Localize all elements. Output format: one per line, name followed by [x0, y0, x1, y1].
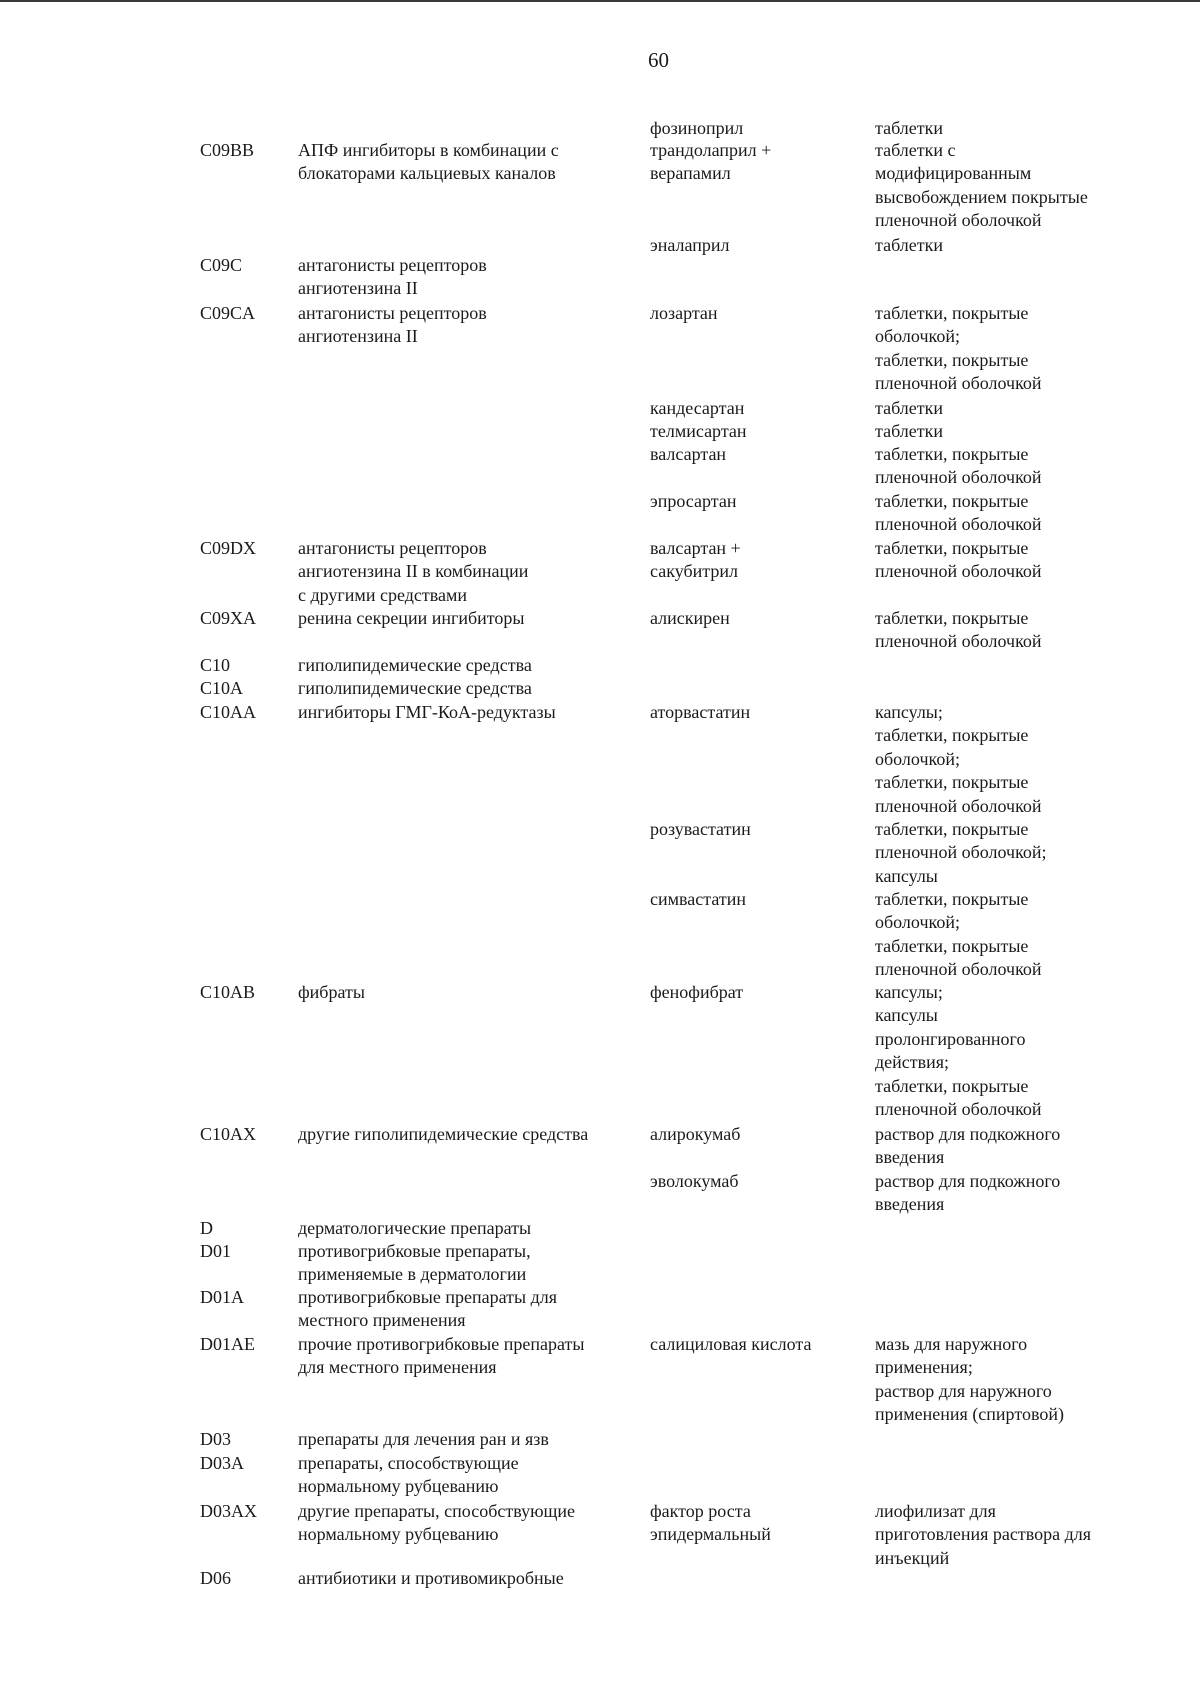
drug-name-line: салициловая кислота — [650, 1334, 812, 1354]
drug-name-line: телмисартан — [650, 421, 747, 441]
drug-name-line: валсартан + — [650, 538, 741, 558]
group-name-line: для местного применения — [298, 1357, 497, 1378]
dosage-form-line: таблетки — [875, 118, 944, 138]
group-name — [298, 607, 525, 630]
dosage-form-line: приготовления раствора для — [875, 1524, 1091, 1545]
atc-code-line: C09DX — [200, 538, 257, 558]
dosage-form-line: таблетки, покрытые — [875, 303, 1029, 323]
group-name-line: АПФ ингибиторы в комбинации с — [298, 140, 559, 160]
group-name — [298, 139, 559, 186]
drug-name — [650, 1500, 771, 1547]
atc-code — [200, 677, 243, 700]
drug-name-line: фенофибрат — [650, 982, 744, 1002]
atc-code — [200, 302, 255, 325]
dosage-form-line: таблетки — [875, 235, 944, 255]
dosage-form-line: капсулы — [875, 1005, 938, 1026]
dosage-form-line: инъекций — [875, 1547, 950, 1568]
dosage-form — [875, 1170, 1060, 1217]
dosage-form-line: таблетки, покрытые — [875, 889, 1029, 909]
dosage-form-line: модифицированным — [875, 163, 1032, 184]
drug-name-line: валсартан — [650, 444, 727, 464]
atc-code — [200, 1123, 256, 1146]
group-name-line: антибиотики и противомикробные — [298, 1568, 564, 1588]
group-name-line: с другими средствами — [298, 584, 467, 605]
drug-name-line: алискирен — [650, 608, 730, 628]
group-name-line: ренина секреции ингибиторы — [298, 608, 525, 628]
dosage-form — [875, 117, 943, 140]
atc-code — [200, 654, 230, 677]
drug-name-line: эволокумаб — [650, 1171, 739, 1191]
dosage-form-line: таблетки, покрытые — [875, 725, 1029, 746]
dosage-form-line: пленочной оболочкой — [875, 1099, 1042, 1120]
dosage-form-line: мазь для наружного — [875, 1334, 1028, 1354]
dosage-form — [875, 1123, 1060, 1170]
drug-name — [650, 537, 741, 584]
group-name — [298, 1333, 584, 1380]
dosage-form-line: пленочной оболочкой — [875, 514, 1042, 535]
drug-name — [650, 443, 726, 466]
group-name — [298, 254, 487, 301]
drug-name — [650, 701, 750, 724]
drug-name — [650, 302, 718, 325]
dosage-form-line: таблетки, покрытые — [875, 444, 1029, 464]
dosage-form-line: пролонгированного — [875, 1028, 1026, 1049]
drug-name-line: кандесартан — [650, 398, 745, 418]
drug-name-line: фактор роста — [650, 1501, 751, 1521]
dosage-form-line: пленочной оболочкой — [875, 467, 1042, 488]
dosage-form-line: таблетки, покрытые — [875, 819, 1029, 839]
dosage-form-line: применения; — [875, 1357, 973, 1378]
group-name — [298, 677, 532, 700]
group-name-line: местного применения — [298, 1310, 466, 1331]
dosage-form-line: таблетки, покрытые — [875, 349, 1029, 370]
dosage-form-line: введения — [875, 1194, 945, 1215]
atc-code — [200, 701, 256, 724]
dosage-form-line: раствор для подкожного — [875, 1124, 1061, 1144]
group-name-line: другие гиполипидемические средства — [298, 1124, 589, 1144]
dosage-form — [875, 537, 1042, 584]
dosage-form — [875, 1500, 1091, 1570]
group-name-line: гиполипидемические средства — [298, 678, 532, 698]
atc-code — [200, 1500, 257, 1523]
drug-name — [650, 397, 744, 420]
atc-code-line: C10AX — [200, 1124, 257, 1144]
drug-name — [650, 117, 743, 140]
dosage-form-line: раствор для наружного — [875, 1380, 1052, 1401]
dosage-form-line: оболочкой; — [875, 912, 960, 933]
group-name-line: ангиотензина II — [298, 326, 418, 347]
drug-name-line: алирокумаб — [650, 1124, 741, 1144]
group-name — [298, 654, 532, 677]
dosage-form-line: введения — [875, 1147, 945, 1168]
dosage-form-line: действия; — [875, 1052, 950, 1073]
dosage-form-line: таблетки — [875, 421, 944, 441]
drug-name — [650, 1333, 811, 1356]
drug-name — [650, 888, 746, 911]
group-name-line: фибраты — [298, 982, 365, 1002]
dosage-form-line: капсулы; — [875, 982, 943, 1002]
group-name-line: нормальному рубцеванию — [298, 1476, 499, 1497]
group-name-line: блокаторами кальциевых каналов — [298, 163, 556, 184]
drug-name — [650, 1170, 739, 1193]
dosage-form-line: пленочной оболочкой — [875, 210, 1042, 231]
atc-code — [200, 1240, 231, 1263]
dosage-form-line: таблетки, покрытые — [875, 1075, 1029, 1096]
group-name-line: другие препараты, способствующие — [298, 1501, 576, 1521]
atc-code-line: D03AX — [200, 1501, 257, 1521]
group-name-line: противогрибковые препараты, — [298, 1241, 531, 1261]
group-name — [298, 1500, 575, 1547]
atc-code-line: C09C — [200, 255, 243, 275]
group-name — [298, 981, 365, 1004]
dosage-form-line: высвобождением покрытые — [875, 186, 1088, 207]
drug-name-line: эпросартан — [650, 491, 737, 511]
atc-code — [200, 981, 255, 1004]
atc-code — [200, 1428, 231, 1451]
atc-code — [200, 139, 254, 162]
group-name-line: гиполипидемические средства — [298, 655, 532, 675]
dosage-form-line: применения (спиртовой) — [875, 1404, 1064, 1425]
dosage-form-line: пленочной оболочкой — [875, 373, 1042, 394]
dosage-form-line: оболочкой; — [875, 748, 960, 769]
drug-name — [650, 607, 730, 630]
drug-name — [650, 420, 747, 443]
dosage-form — [875, 1333, 1064, 1427]
group-name-line: препараты, способствующие — [298, 1453, 519, 1473]
dosage-form-line: пленочной оболочкой; — [875, 842, 1047, 863]
atc-code — [200, 1217, 213, 1240]
dosage-form-line: таблетки, покрытые — [875, 772, 1029, 793]
atc-code-line: C10A — [200, 678, 244, 698]
group-name-line: прочие противогрибковые препараты — [298, 1334, 585, 1354]
group-name-line: применяемые в дерматологии — [298, 1264, 527, 1285]
dosage-form-line: таблетки, покрытые — [875, 538, 1029, 558]
dosage-form — [875, 607, 1042, 654]
atc-code-line: D — [200, 1218, 213, 1238]
drug-name — [650, 234, 730, 257]
atc-code — [200, 254, 242, 277]
drug-name — [650, 818, 751, 841]
group-name-line: ингибиторы ГМГ-КоА-редуктазы — [298, 702, 556, 722]
atc-code-line: D03 — [200, 1429, 231, 1449]
drug-name-line: симвастатин — [650, 889, 746, 909]
group-name-line: противогрибковые препараты для — [298, 1287, 558, 1307]
dosage-form — [875, 234, 943, 257]
dosage-form-line: пленочной оболочкой — [875, 795, 1042, 816]
group-name — [298, 1452, 519, 1499]
group-name-line: ангиотензина II — [298, 278, 418, 299]
group-name — [298, 1217, 531, 1240]
atc-code-line: C09CA — [200, 303, 256, 323]
dosage-form — [875, 818, 1047, 888]
drug-name — [650, 139, 771, 186]
group-name-line: антагонисты рецепторов — [298, 538, 487, 558]
dosage-form-line: таблетки, покрытые — [875, 491, 1029, 511]
drug-name — [650, 490, 736, 513]
atc-code-line: C10 — [200, 655, 231, 675]
group-name — [298, 1123, 588, 1146]
drug-name-line: розувастатин — [650, 819, 751, 839]
atc-code-line: D06 — [200, 1568, 231, 1588]
atc-code-line: D03A — [200, 1453, 244, 1473]
dosage-form — [875, 490, 1042, 537]
drug-name-line: фозиноприл — [650, 118, 744, 138]
drug-name-line: трандолаприл + — [650, 140, 772, 160]
dosage-form-line: таблетки, покрытые — [875, 608, 1029, 628]
group-name-line: дерматологические препараты — [298, 1218, 532, 1238]
drug-name-line: сакубитрил — [650, 561, 738, 582]
dosage-form — [875, 302, 1042, 396]
dosage-form — [875, 443, 1042, 490]
atc-code-line: D01AE — [200, 1334, 255, 1354]
dosage-form-line: таблетки, покрытые — [875, 935, 1029, 956]
dosage-form-line: пленочной оболочкой — [875, 561, 1042, 582]
group-name-line: ангиотензина II в комбинации — [298, 561, 529, 582]
dosage-form — [875, 981, 1042, 1121]
atc-code — [200, 1333, 255, 1356]
group-name-line: препараты для лечения ран и язв — [298, 1429, 549, 1449]
drug-name-line: лозартан — [650, 303, 718, 323]
atc-code — [200, 1567, 231, 1590]
drug-name — [650, 981, 743, 1004]
drug-name-line: аторвастатин — [650, 702, 751, 722]
dosage-form-line: капсулы — [875, 865, 938, 886]
group-name — [298, 537, 528, 607]
atc-code — [200, 1452, 244, 1475]
dosage-form — [875, 420, 943, 443]
atc-code — [200, 607, 256, 630]
atc-code-line: D01A — [200, 1287, 244, 1307]
atc-code-line: C09XA — [200, 608, 257, 628]
dosage-form — [875, 701, 1042, 818]
dosage-form-line: пленочной оболочкой — [875, 959, 1042, 980]
dosage-form-line: капсулы; — [875, 702, 943, 722]
atc-code — [200, 537, 256, 560]
group-name-line: антагонисты рецепторов — [298, 255, 487, 275]
dosage-form-line: таблетки с — [875, 140, 956, 160]
group-name — [298, 1240, 531, 1287]
group-name-line: антагонисты рецепторов — [298, 303, 487, 323]
atc-code-line: C10AA — [200, 702, 257, 722]
atc-code-line: C10AB — [200, 982, 256, 1002]
atc-code-line: D01 — [200, 1241, 231, 1261]
dosage-form-line: раствор для подкожного — [875, 1171, 1061, 1191]
dosage-form — [875, 139, 1088, 233]
group-name-line: нормальному рубцеванию — [298, 1524, 499, 1545]
group-name — [298, 701, 556, 724]
dosage-form — [875, 397, 943, 420]
dosage-form-line: таблетки — [875, 398, 944, 418]
dosage-form-line: пленочной оболочкой — [875, 631, 1042, 652]
group-name — [298, 302, 487, 349]
atc-code — [200, 1286, 244, 1309]
atc-code-line: C09BB — [200, 140, 255, 160]
drug-name — [650, 1123, 740, 1146]
drug-name-line: эпидермальный — [650, 1524, 771, 1545]
dosage-form-line: оболочкой; — [875, 326, 960, 347]
top-border-line — [0, 0, 1200, 2]
drug-name-line: верапамил — [650, 163, 731, 184]
drug-name-line: эналаприл — [650, 235, 730, 255]
group-name — [298, 1428, 549, 1451]
group-name — [298, 1567, 564, 1590]
group-name — [298, 1286, 557, 1333]
dosage-form-line: лиофилизат для — [875, 1501, 996, 1521]
dosage-form — [875, 888, 1042, 982]
page-number: 60 — [648, 48, 669, 72]
